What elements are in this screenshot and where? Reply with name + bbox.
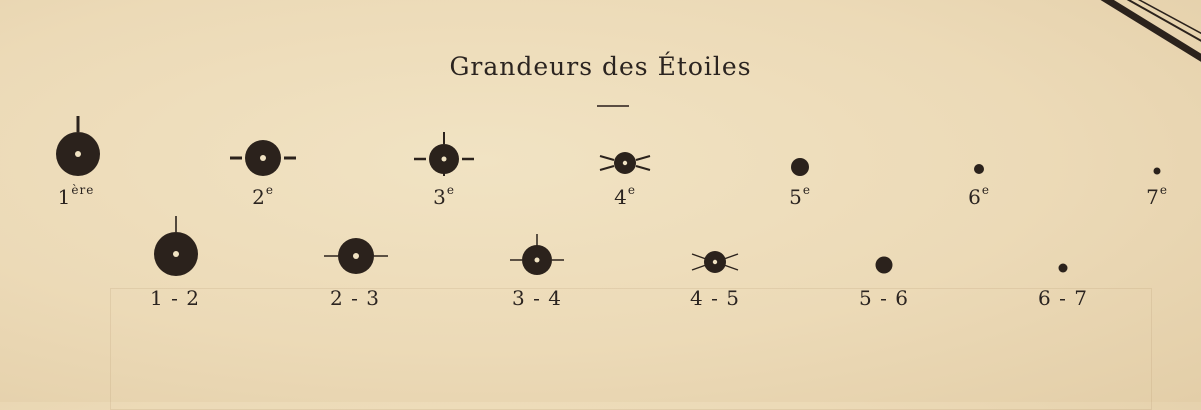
magnitude-label-2-3: 2 - 3: [330, 286, 380, 310]
magnitude-label-4: 4e: [614, 183, 636, 209]
magnitude-label-5-6: 5 - 6: [859, 286, 909, 310]
magnitude-label-1-2: 1 - 2: [150, 286, 200, 310]
star-symbol-6-7: [1057, 262, 1069, 274]
magnitude-label-4-5: 4 - 5: [690, 286, 740, 310]
star-symbol-1-2: [148, 214, 204, 278]
magnitude-label-3: 3e: [433, 183, 455, 209]
magnitude-label-5: 5e: [789, 183, 811, 209]
star-symbol-3-4: [508, 234, 566, 278]
star-symbol-3: [412, 132, 476, 176]
magnitude-label-3-4: 3 - 4: [512, 286, 562, 310]
magnitude-label-6: 6e: [968, 183, 990, 209]
star-symbol-1: [50, 112, 106, 176]
star-symbol-7: [1152, 166, 1162, 176]
star-symbol-4-5: [690, 248, 740, 276]
magnitude-label-7: 7e: [1146, 183, 1168, 209]
magnitude-label-1: 1ère: [57, 183, 95, 209]
star-symbol-6: [973, 163, 985, 175]
title-underline: [597, 105, 629, 107]
page-title: Grandeurs des Étoiles: [449, 52, 752, 81]
star-symbol-5: [790, 157, 810, 177]
magnitude-label-6-7: 6 - 7: [1038, 286, 1088, 310]
star-symbol-4: [598, 148, 652, 178]
magnitude-label-2: 2e: [252, 183, 274, 209]
star-symbol-5-6: [874, 255, 894, 275]
star-symbol-2: [228, 138, 298, 178]
faint-frame: [110, 288, 1152, 410]
star-symbol-2-3: [322, 236, 390, 276]
